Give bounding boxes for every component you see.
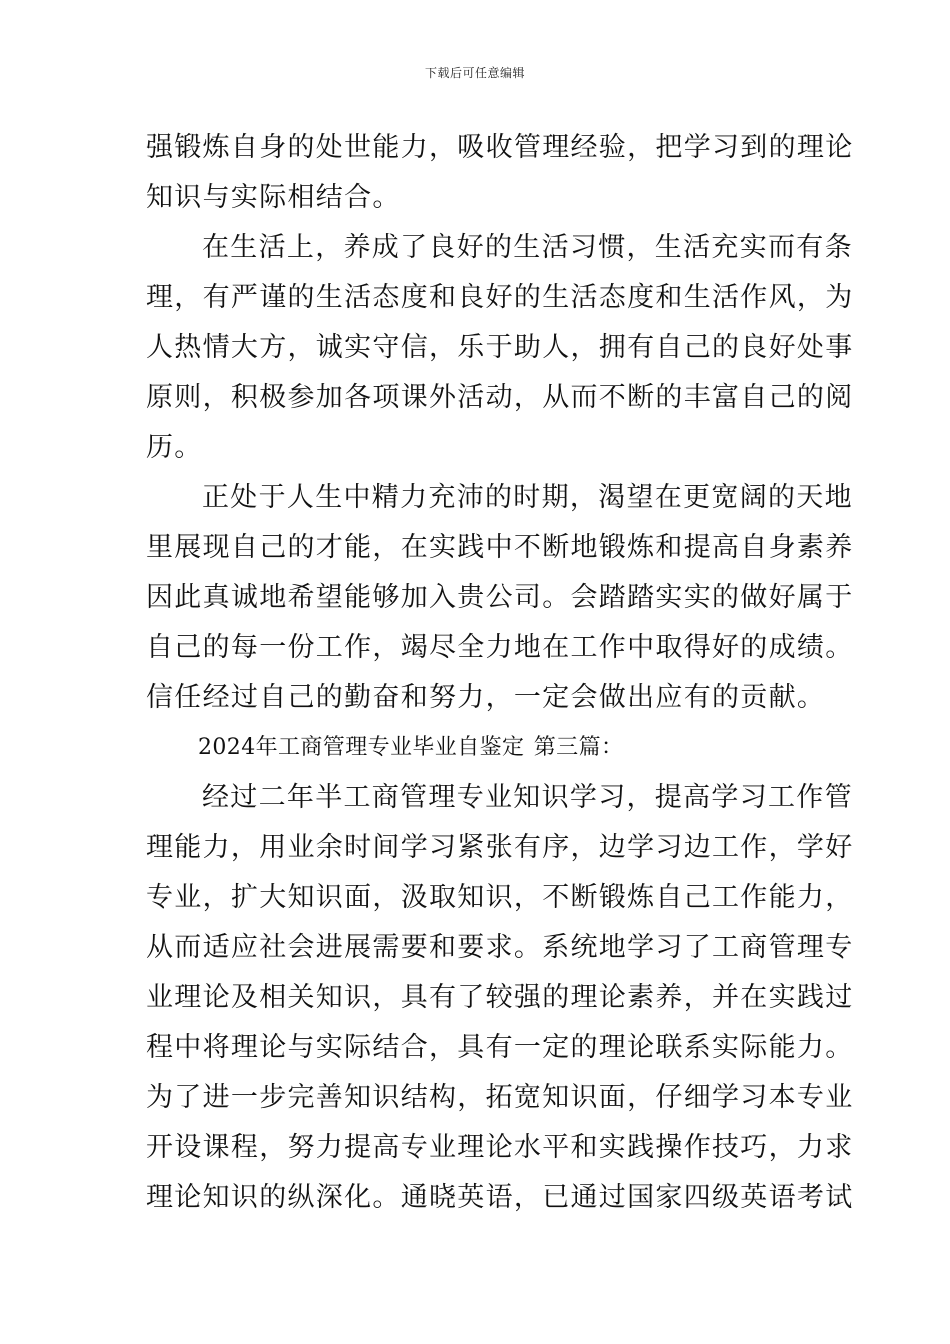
page-header: 下载后可任意编辑 bbox=[424, 66, 525, 80]
paragraph-start-line: 在生活上，养成了良好的生活习惯，生活充实而有条 bbox=[202, 232, 853, 263]
section-heading: 2024年工商管理专业毕业自鉴定 第三篇： bbox=[198, 735, 624, 760]
text-line: 为了进一步完善知识结构，拓宽知识面，仔细学习本专业 bbox=[146, 1082, 854, 1113]
text-line: 理能力，用业余时间学习紧张有序，边学习边工作，学好 bbox=[146, 832, 854, 863]
text-line: 因此真诚地希望能够加入贵公司。会踏踏实实的做好属于 bbox=[146, 582, 854, 613]
text-line: 里展现自己的才能，在实践中不断地锻炼和提高自身素养 bbox=[146, 532, 854, 563]
text-line: 知识与实际相结合。 bbox=[146, 182, 401, 213]
paragraph-start-line: 正处于人生中精力充沛的时期，渴望在更宽阔的天地 bbox=[202, 482, 853, 513]
text-line: 业理论及相关知识，具有了较强的理论素养，并在实践过 bbox=[146, 982, 854, 1013]
text-line: 历。 bbox=[146, 432, 203, 463]
text-line: 自己的每一份工作，竭尽全力地在工作中取得好的成绩。 bbox=[146, 632, 854, 663]
text-line: 理，有严谨的生活态度和良好的生活态度和生活作风，为 bbox=[146, 282, 854, 313]
document-body bbox=[146, 123, 854, 1223]
text-line: 强锻炼自身的处世能力，吸收管理经验，把学习到的理论 bbox=[146, 132, 854, 163]
text-line: 从而适应社会进展需要和要求。系统地学习了工商管理专 bbox=[146, 932, 854, 963]
text-line: 理论知识的纵深化。通晓英语，已通过国家四级英语考试 bbox=[146, 1182, 854, 1213]
text-line: 信任经过自己的勤奋和努力，一定会做出应有的贡献。 bbox=[146, 682, 826, 713]
text-line: 开设课程，努力提高专业理论水平和实践操作技巧，力求 bbox=[146, 1132, 854, 1163]
paragraph-start-line: 经过二年半工商管理专业知识学习，提高学习工作管 bbox=[202, 782, 853, 813]
text-line: 人热情大方，诚实守信，乐于助人，拥有自己的良好处事 bbox=[146, 332, 854, 363]
text-line: 专业，扩大知识面，汲取知识，不断锻炼自己工作能力， bbox=[146, 882, 854, 913]
text-line: 原则，积极参加各项课外活动，从而不断的丰富自己的阅 bbox=[146, 382, 854, 413]
text-line: 程中将理论与实际结合，具有一定的理论联系实际能力。 bbox=[146, 1032, 854, 1063]
